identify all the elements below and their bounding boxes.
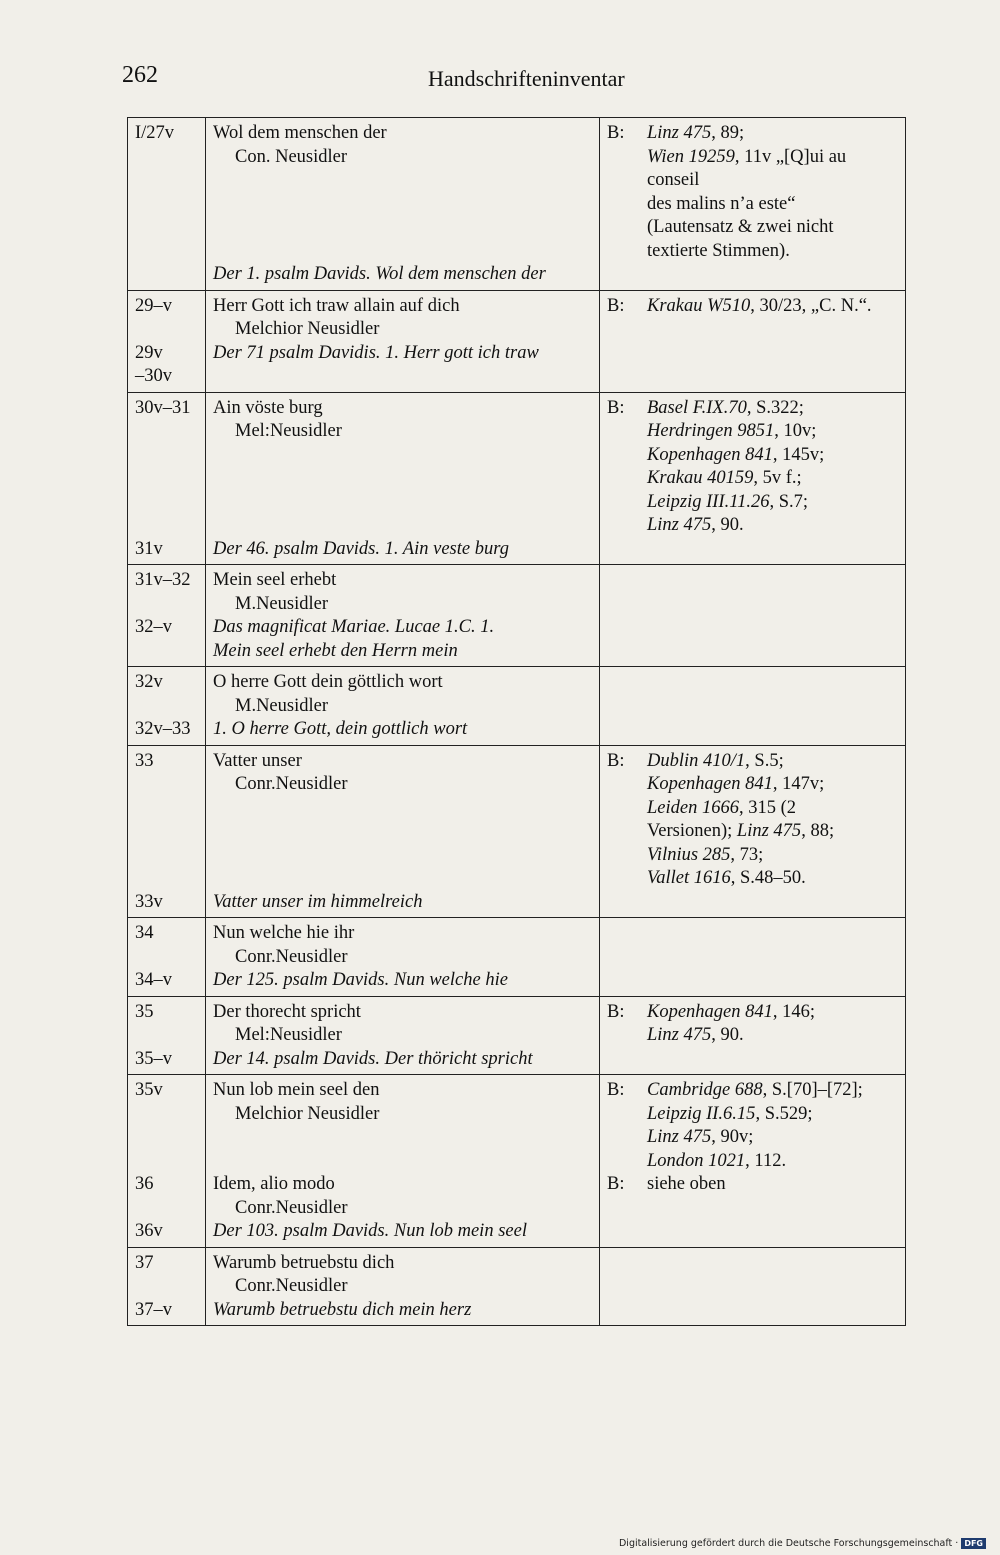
title-cell <box>206 290 600 392</box>
concordance-source-line <box>647 146 899 170</box>
source-siglum: Leiden 1666 <box>647 797 739 818</box>
concordance-source-line <box>647 750 899 774</box>
psalm-text-title: Das magnificat Mariae. Lucae 1.C. 1. <box>213 617 495 637</box>
source-siglum: Vallet 1616 <box>647 868 731 888</box>
inventory-row <box>128 565 906 667</box>
folio-cell <box>128 745 206 918</box>
source-detail: , S.48–50. <box>730 868 806 888</box>
source-siglum: Wien 19259 <box>647 146 735 167</box>
folio-reference: 31v–32 <box>135 570 191 590</box>
concordance-label: B: <box>607 1174 625 1194</box>
folio-reference <box>135 695 199 719</box>
source-siglum: Krakau W510 <box>647 295 751 316</box>
folio-reference <box>135 193 199 217</box>
source-siglum: Kopenhagen 841 <box>647 1001 773 1022</box>
concordance-source-line <box>647 1173 899 1197</box>
composer-name: Conr.Neusidler <box>235 1197 348 1218</box>
concordance-label: B: <box>607 123 625 143</box>
concordance-source-line <box>647 844 899 868</box>
concordance-sources <box>647 1173 899 1197</box>
source-detail: , 10v; <box>774 421 817 441</box>
folio-reference: 37–v <box>135 1299 172 1320</box>
concordance-sources <box>647 397 899 538</box>
concordance-sources <box>647 1079 899 1173</box>
piece-title: Herr Gott ich traw allain auf dich <box>213 295 460 316</box>
piece-title <box>213 491 593 515</box>
source-siglum: Leipzig II.6.15 <box>647 1103 756 1124</box>
folio-reference: 33v <box>135 891 163 912</box>
concordance-cell <box>600 118 906 291</box>
concordance-block <box>607 397 899 538</box>
concordance-label: B: <box>607 1080 625 1100</box>
concordance-source-line <box>647 193 899 217</box>
folio-reference: 34–v <box>135 970 172 990</box>
source-siglum: Linz 475 <box>647 123 712 143</box>
concordance-block <box>607 1079 899 1173</box>
composer-name: Con. Neusidler <box>235 146 348 167</box>
concordance-cell <box>600 392 906 565</box>
running-head-title: Handschrifteninventar <box>428 66 625 91</box>
concordance-cell <box>600 1247 906 1326</box>
concordance-cell <box>600 996 906 1075</box>
source-siglum: Kopenhagen 841 <box>647 774 773 794</box>
folio-cell <box>128 1075 206 1248</box>
source-siglum: London 1021 <box>647 1150 746 1171</box>
concordance-source-line <box>647 491 899 515</box>
psalm-text-title: Vatter unser im himmelreich <box>213 891 423 912</box>
concordance-label: B: <box>607 1001 625 1022</box>
piece-title <box>213 844 593 868</box>
concordance-source-line <box>647 820 899 844</box>
source-detail: des malins n’a este“ <box>647 193 796 214</box>
title-cell <box>206 918 600 997</box>
piece-title: Der thorecht spricht <box>213 1001 361 1022</box>
folio-reference <box>135 1103 199 1127</box>
piece-title: Mein seel erhebt <box>213 570 337 590</box>
source-detail: , 147v; <box>772 774 825 794</box>
concordance-source-line <box>647 1024 899 1048</box>
folio-reference: 36 <box>135 1174 154 1194</box>
folio-reference <box>135 1150 199 1174</box>
concordance-cell <box>600 918 906 997</box>
title-cell <box>206 1247 600 1326</box>
inventory-table-body <box>128 118 906 1326</box>
folio-reference: 35–v <box>135 1048 172 1069</box>
source-siglum: Krakau 40159 <box>647 468 754 488</box>
piece-title: O herre Gott dein göttlich wort <box>213 672 443 692</box>
piece-title: Vatter unser <box>213 750 302 771</box>
composer-name: M.Neusidler <box>235 593 328 614</box>
concordance-cell <box>600 667 906 746</box>
source-detail: (Lautensatz & zwei nicht <box>647 217 834 237</box>
source-detail: , 90v; <box>711 1127 754 1147</box>
concordance-label: B: <box>607 397 625 418</box>
folio-cell <box>128 565 206 667</box>
piece-title: Warumb betruebstu dich <box>213 1252 395 1273</box>
title-cell <box>206 667 600 746</box>
piece-title <box>213 1126 593 1150</box>
concordance-source-line <box>647 1001 899 1025</box>
piece-title <box>213 820 593 844</box>
concordance-source-line <box>647 169 899 193</box>
folio-reference <box>135 820 199 844</box>
psalm-text-title: Warumb betruebstu dich mein herz <box>213 1299 472 1320</box>
folio-reference <box>135 1126 199 1150</box>
concordance-source-line <box>647 420 899 444</box>
concordance-block <box>607 750 899 891</box>
concordance-source-line <box>647 295 899 319</box>
source-detail: , S.7; <box>769 491 809 512</box>
manuscript-inventory-table <box>127 117 906 1326</box>
funding-notice: Digitalisierung gefördert durch die Deutsche Forschungsgemeinschaft · <box>618 1538 959 1549</box>
source-siglum: Linz 475 <box>647 515 712 535</box>
inventory-row <box>128 745 906 918</box>
source-detail: conseil <box>647 170 700 190</box>
folio-reference <box>135 797 199 821</box>
inventory-row <box>128 1075 906 1248</box>
concordance-source-line <box>647 1150 899 1174</box>
concordance-block <box>607 295 899 319</box>
concordance-sources <box>647 295 899 319</box>
piece-title <box>213 797 593 821</box>
source-detail: , 5v f.; <box>753 468 802 488</box>
folio-reference <box>135 467 199 491</box>
folio-reference <box>135 1024 199 1048</box>
composer-name: M.Neusidler <box>235 695 328 716</box>
source-siglum: Leipzig III.11.26 <box>647 491 770 512</box>
title-cell <box>206 118 600 291</box>
folio-reference: 35v <box>135 1080 163 1100</box>
source-detail: , 145v; <box>772 444 825 465</box>
concordance-source-line <box>647 397 899 421</box>
inventory-row <box>128 118 906 291</box>
psalm-text-title: Der 71 psalm Davidis. 1. Herr gott ich traw <box>213 342 539 363</box>
source-detail: textierte Stimmen). <box>647 240 790 261</box>
source-siglum: Linz 475 <box>647 1127 712 1147</box>
folio-reference: 29v <box>135 342 163 363</box>
piece-title <box>213 216 593 240</box>
concordance-source-line <box>647 1126 899 1150</box>
concordance-source-line <box>647 867 899 891</box>
composer-name: Conr.Neusidler <box>235 774 348 794</box>
source-detail: , S.5; <box>745 750 784 771</box>
folio-cell <box>128 290 206 392</box>
psalm-text-title: Der 1. psalm Davids. Wol dem menschen der <box>213 264 546 284</box>
source-detail: , 90. <box>711 1025 744 1045</box>
inventory-row <box>128 918 906 997</box>
concordance-source-line <box>647 122 899 146</box>
piece-title <box>213 193 593 217</box>
piece-title <box>213 169 593 193</box>
concordance-source-line <box>647 467 899 491</box>
concordance-block <box>607 122 899 263</box>
composer-name: Mel:Neusidler <box>235 1025 342 1045</box>
folio-reference <box>135 420 199 444</box>
concordance-source-line <box>647 1103 899 1127</box>
page-number: 262 <box>122 62 158 88</box>
folio-reference <box>135 263 199 287</box>
source-detail: , 89; <box>711 123 745 143</box>
piece-title <box>213 867 593 891</box>
title-cell <box>206 1075 600 1248</box>
source-siglum: Dublin 410/1 <box>647 750 746 771</box>
folio-reference <box>135 216 199 240</box>
psalm-text-title: Der 125. psalm Davids. Nun welche hie <box>213 970 508 990</box>
source-detail: , 73; <box>730 844 764 865</box>
folio-reference: I/27v <box>135 123 175 143</box>
source-siglum: Kopenhagen 841 <box>647 444 773 465</box>
folio-reference <box>135 146 199 170</box>
concordance-cell <box>600 1075 906 1248</box>
source-siglum: Linz 475 <box>647 1025 712 1045</box>
folio-reference <box>135 514 199 538</box>
folio-reference <box>135 318 199 342</box>
source-siglum: Linz 475 <box>736 821 802 841</box>
dfg-logo-icon: DFG <box>961 1538 986 1549</box>
folio-reference <box>135 946 199 970</box>
folio-cell <box>128 918 206 997</box>
concordance-label: B: <box>607 750 625 771</box>
folio-reference: –30v <box>135 366 172 386</box>
source-detail: Versionen); <box>647 821 737 841</box>
source-detail: , S.[70]–[72]; <box>762 1080 863 1100</box>
concordance-cell <box>600 565 906 667</box>
composer-name: Conr.Neusidler <box>235 1276 348 1296</box>
piece-title: Ain vöste burg <box>213 397 323 418</box>
concordance-source-line <box>647 514 899 538</box>
source-detail: , 112. <box>745 1150 787 1171</box>
folio-cell <box>128 996 206 1075</box>
psalm-text-title: Der 103. psalm Davids. Nun lob mein seel <box>213 1221 527 1241</box>
folio-reference: 33 <box>135 750 154 771</box>
concordance-source-line <box>647 240 899 264</box>
folio-reference: 37 <box>135 1252 154 1273</box>
folio-cell <box>128 1247 206 1326</box>
source-detail: siehe oben <box>647 1174 726 1194</box>
concordance-cell <box>600 290 906 392</box>
folio-reference <box>135 444 199 468</box>
source-detail: , 11v „[Q]ui au <box>734 146 847 167</box>
folio-reference <box>135 491 199 515</box>
piece-title: Nun lob mein seel den <box>213 1080 380 1100</box>
folio-reference <box>135 169 199 193</box>
source-detail: , 30/23, „C. N.“. <box>750 295 872 316</box>
concordance-source-line <box>647 773 899 797</box>
source-detail: , 90. <box>711 515 744 535</box>
psalm-text-title: Mein seel erhebt den Herrn mein <box>213 640 458 661</box>
folio-cell <box>128 667 206 746</box>
inventory-row <box>128 1247 906 1326</box>
source-siglum: Cambridge 688 <box>647 1080 763 1100</box>
source-siglum: Basel F.IX.70 <box>647 397 747 418</box>
concordance-sources <box>647 122 899 263</box>
folio-reference <box>135 1275 199 1299</box>
folio-reference: 35 <box>135 1001 154 1022</box>
concordance-block <box>607 1173 899 1197</box>
concordance-source-line <box>647 797 899 821</box>
concordance-sources <box>647 1001 899 1048</box>
source-detail: , S.529; <box>755 1103 813 1124</box>
concordance-source-line <box>647 444 899 468</box>
concordance-block <box>607 1001 899 1048</box>
source-detail: , 146; <box>772 1001 816 1022</box>
psalm-text-title: Der 14. psalm Davids. Der thöricht spricht <box>213 1048 533 1069</box>
folio-cell <box>128 392 206 565</box>
concordance-source-line <box>647 216 899 240</box>
folio-reference <box>135 240 199 264</box>
composer-name: Melchior Neusidler <box>235 319 380 339</box>
title-cell <box>206 392 600 565</box>
piece-title <box>213 1150 593 1174</box>
page-footer <box>619 1538 986 1549</box>
folio-reference: 34 <box>135 923 154 943</box>
folio-reference: 32–v <box>135 617 172 637</box>
folio-reference: 36v <box>135 1221 163 1241</box>
concordance-sources <box>647 750 899 891</box>
folio-reference: 31v <box>135 538 163 559</box>
folio-reference <box>135 844 199 868</box>
source-detail: , 88; <box>801 821 835 841</box>
title-cell <box>206 745 600 918</box>
source-siglum: Vilnius 285 <box>647 844 731 865</box>
folio-reference <box>135 1197 199 1221</box>
piece-title: Nun welche hie ihr <box>213 923 355 943</box>
source-detail: , S.322; <box>746 397 804 418</box>
concordance-label: B: <box>607 295 625 316</box>
psalm-text-title: 1. O herre Gott, dein gottlich wort <box>213 719 468 739</box>
composer-name: Conr.Neusidler <box>235 946 348 967</box>
piece-title <box>213 240 593 264</box>
source-siglum: Herdringen 9851 <box>647 421 775 441</box>
folio-reference <box>135 773 199 797</box>
piece-title <box>213 514 593 538</box>
composer-name: Mel:Neusidler <box>235 421 342 441</box>
piece-title <box>213 467 593 491</box>
inventory-row <box>128 392 906 565</box>
inventory-row <box>128 290 906 392</box>
folio-reference: 30v–31 <box>135 397 191 418</box>
folio-reference <box>135 593 199 617</box>
folio-cell <box>128 118 206 291</box>
psalm-text-title: Der 46. psalm Davids. 1. Ain veste burg <box>213 538 509 559</box>
piece-title: Wol dem menschen der <box>213 123 387 143</box>
folio-reference: 32v–33 <box>135 719 191 739</box>
title-cell <box>206 996 600 1075</box>
title-cell <box>206 565 600 667</box>
folio-reference: 32v <box>135 672 163 692</box>
piece-title: Idem, alio modo <box>213 1174 335 1194</box>
source-detail: , 315 (2 <box>738 797 797 818</box>
inventory-row <box>128 667 906 746</box>
piece-title <box>213 444 593 468</box>
concordance-cell <box>600 745 906 918</box>
folio-reference <box>135 867 199 891</box>
inventory-row <box>128 996 906 1075</box>
composer-name: Melchior Neusidler <box>235 1103 380 1124</box>
concordance-source-line <box>647 1079 899 1103</box>
folio-reference: 29–v <box>135 295 172 316</box>
